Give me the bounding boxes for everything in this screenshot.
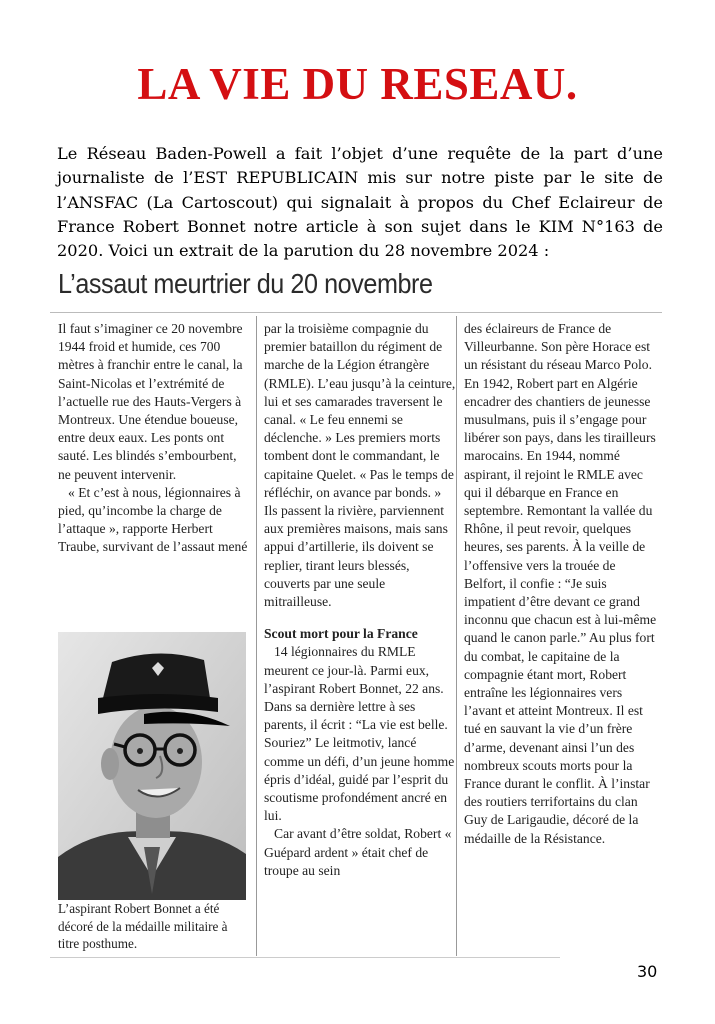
article-paragraph: Car avant d’être soldat, Robert « Guépard ardent » était chef de troupe au sein [264,826,452,878]
article-paragraph: Il faut s’imaginer ce 20 novembre 1944 froid et humide, ces 700 mètres à franchir entre le canal, la Saint-Nicolas et l’extrémité de l’actuelle rue des Hauts-Vergers à Montreux. Une étendue boueuse, entre deux eaux. Les ponts ont sauté. Les blindés s’embourbent, ne peuvent intervenir. [58,321,243,482]
article-headline: L’assaut meurtrier du 20 novembre [58,268,433,299]
page-title: LA VIE DU RESEAU. [137,59,578,109]
article-paragraph: « Et c’est à nous, légionnaires à pied, qu’incombe la charge de l’attaque », rapporte Herbert Traube, survivant de l’assaut mené [58,484,248,555]
article-paragraph: des éclaireurs de France de Villeurbanne. Son père Horace est un résistant du réseau Marco Polo. En 1942, Robert part en Algérie encadrer des chantiers de jeunesse musulmans, puis il s’engage pour libérer son pays, dans les tirailleurs marocains. En 1944, nommé aspirant, il rejoint le RMLE avec qui il débarque en France en septembre. Remontant la vallée du Rhône, il peut revoir, quelques heures, ses parents. À la veille de l’offensive vers la trouée de Belfort, il confie : “Je suis impatient d’être devant ce grand inconnu que chacun est à lui-même quand le canon parle.” Au plus fort du combat, le capitaine de la compagnie étant mort, Robert entraîne les légionnaires vers l’avant et atteint Montreux. Il est tué en sauvant la vie d’un frère d’arme, devenant ainsi l’un des nombreux scouts morts pour la France durant le conflit. À l’instar des routiers terrifortains du clan Guy de Larigaudie, décoré de la médaille de la Résistance. [464,321,657,846]
column-divider [256,316,257,956]
article-subheading: Scout mort pour la France [264,626,418,642]
article-column-3 [464,320,660,848]
article-column-1 [58,320,250,557]
photo-caption: L’aspirant Robert Bonnet a été décoré de la médaille militaire à titre posthume. [58,901,228,951]
article-paragraph: par la troisième compagnie du premier bataillon du régiment de marche de la Légion étrangère (RMLE). L’eau jusqu’à la ceinture, lui et ses camarades traversent le canal. « Le feu ennemi se déclenche. » Les premiers morts tombent dont le commandant, le capitaine Quelet. « Pas le temps de réfléchir, on avance par bonds. » Ils passent la rivière, parviennent aux premières maisons, mais sans appui d’artillerie, ils doivent se replier, tirant leurs blessés, couverts par une seule mitrailleuse. [264,321,456,610]
headline-rule [50,312,662,313]
article-column-2 [264,320,456,880]
portrait-illustration [58,632,246,900]
portrait-photo [58,632,246,900]
intro-paragraph: Le Réseau Baden-Powell a fait l’objet d’une requête de la part d’une journaliste de l’EST REPUBLICAIN mis sur notre piste par le site de l’ANSFAC (La Cartoscout) qui signalait à propos du Chef Eclaireur de France Robert Bonnet notre article à son sujet dans le KIM N°163 de 2020. Voici un extrait de la parution du 28 novembre 2024 : [57,144,663,261]
clipping-bottom-rule [50,957,560,958]
article-paragraph: 14 légionnaires du RMLE meurent ce jour-là. Parmi eux, l’aspirant Robert Bonnet, 22 ans. Dans sa dernière lettre à ses parents, il écrit : “La vie est belle. Souriez” Le leitmotiv, lancé comme un défi, d’un jeune homme épris d’idéal, guidé par l’esprit du scoutisme profondément ancré en lui. [264,644,455,824]
page-number: 30 [637,962,658,981]
column-divider [456,316,457,956]
newspaper-clipping [50,268,662,958]
